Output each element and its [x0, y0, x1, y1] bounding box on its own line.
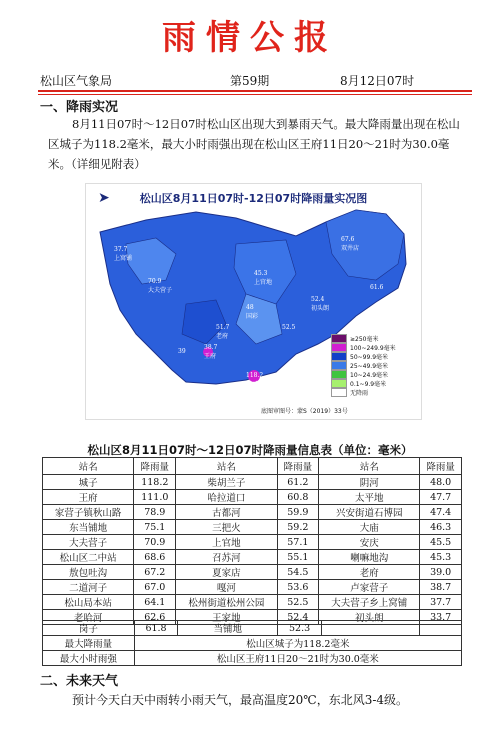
bulletin-meta	[40, 72, 470, 90]
map-label: 52.4 初头朗	[311, 296, 330, 312]
bulletin-title: 雨情公报	[162, 18, 338, 58]
rainfall-summary: 8月11日07时～12日07时松山区出现大到暴雨天气。最大降雨量出现在松山区城子为118.2毫米，最大小时雨强出现在松山区王府11日20～21时为30.0毫米。（详细见附表）	[48, 117, 460, 171]
table-cell: 52.4	[277, 610, 319, 625]
map-label: 39	[178, 348, 186, 355]
table-cell: 王家地	[176, 610, 277, 625]
table-header-row	[43, 458, 462, 475]
table-cell: 三把火	[176, 520, 277, 535]
map-label: 38.7 王府	[204, 344, 218, 360]
table-row	[43, 651, 462, 666]
table-cell: 61.2	[277, 475, 319, 490]
max-rain-label: 最大降雨量	[43, 636, 135, 651]
table-row	[43, 475, 462, 490]
table-cell: 78.9	[134, 505, 176, 520]
table-cell: 大庙	[319, 520, 420, 535]
table-cell: 61.8	[134, 621, 178, 636]
legend-item: 50~99.9毫米	[331, 352, 396, 361]
table-cell: 33.7	[420, 610, 462, 625]
table-cell: 111.0	[134, 490, 176, 505]
table-cell: 东当铺地	[43, 520, 134, 535]
table-cell: 37.7	[420, 595, 462, 610]
column-header: 降雨量	[277, 458, 319, 475]
table-cell: 39.0	[420, 565, 462, 580]
table-cell: 夏家店	[176, 565, 277, 580]
column-header: 站名	[43, 458, 134, 475]
summary-table	[42, 620, 462, 666]
table-cell: 48.0	[420, 475, 462, 490]
table-cell: 52.3	[278, 621, 322, 636]
table-cell	[419, 621, 461, 636]
table-cell: 52.5	[277, 595, 319, 610]
map-approval-number: 底图审图号：蒙S（2019）33号	[261, 408, 348, 415]
table-cell: 安庆	[319, 535, 420, 550]
table-cell: 阴河	[319, 475, 420, 490]
table-cell: 喇嘛地沟	[319, 550, 420, 565]
table-title: 松山区8月11日07时～12日07时降雨量信息表（单位：毫米）	[87, 443, 413, 457]
rainfall-map	[85, 183, 422, 420]
table-cell: 老府	[319, 565, 420, 580]
table-cell: 卢家营子	[319, 580, 420, 595]
legend-item: 25~49.9毫米	[331, 361, 396, 370]
table-cell	[321, 621, 419, 636]
column-header: 降雨量	[420, 458, 462, 475]
map-label: 48 国彩	[246, 304, 259, 320]
table-cell: 上官地	[176, 535, 277, 550]
forecast-text: 预计今天白天中雨转小雨天气，最高温度20℃，东北风3-4级。	[72, 693, 409, 707]
map-label: 45.3 上官地	[254, 270, 273, 286]
map-label: 37.7 上窝铺	[114, 246, 133, 262]
column-header: 站名	[319, 458, 420, 475]
table-cell: 55.1	[277, 550, 319, 565]
map-label: 70.9 大夫营子	[148, 278, 173, 294]
table-cell: 初头朗	[319, 610, 420, 625]
section-heading-forecast: 二、未来天气	[40, 674, 119, 689]
table-cell: 57.1	[277, 535, 319, 550]
table-cell: 家营子镇秋山路	[43, 505, 134, 520]
table-cell: 118.2	[134, 475, 176, 490]
table-cell: 嘎河	[176, 580, 277, 595]
header-divider	[38, 90, 472, 92]
map-label: 52.5	[282, 324, 296, 331]
legend-item: 100~249.9毫米	[331, 343, 396, 352]
section-heading-rainfall: 一、降雨实况	[40, 100, 119, 115]
legend-item: 10~24.9毫米	[331, 370, 396, 379]
table-cell: 兴安街道石博园	[319, 505, 420, 520]
map-legend	[331, 334, 396, 397]
table-row	[43, 595, 462, 610]
table-cell: 太平地	[319, 490, 420, 505]
table-cell: 哈拉道口	[176, 490, 277, 505]
legend-item: 无降雨	[331, 388, 396, 397]
table-cell: 62.6	[134, 610, 176, 625]
table-cell: 松州街道松州公园	[176, 595, 277, 610]
table-cell: 60.8	[277, 490, 319, 505]
table-cell: 59.2	[277, 520, 319, 535]
table-cell: 46.3	[420, 520, 462, 535]
table-row	[43, 535, 462, 550]
table-cell: 大夫营子	[43, 535, 134, 550]
table-row	[43, 580, 462, 595]
max-hour-label: 最大小时雨强	[43, 651, 135, 666]
table-cell: 城子	[43, 475, 134, 490]
map-label: 51.7 老府	[216, 324, 230, 340]
map-label: 61.6	[370, 284, 384, 291]
table-row	[43, 565, 462, 580]
max-rain-value: 松山区城子为118.2毫米	[134, 636, 461, 651]
table-cell: 54.5	[277, 565, 319, 580]
column-header: 降雨量	[134, 458, 176, 475]
map-title: 松山区8月11日07时-12日07时降雨量实况图	[139, 192, 368, 205]
table-cell: 岗子	[43, 621, 135, 636]
table-cell: 64.1	[134, 595, 176, 610]
table-row	[43, 636, 462, 651]
table-cell: 45.3	[420, 550, 462, 565]
table-cell: 53.6	[277, 580, 319, 595]
table-cell: 70.9	[134, 535, 176, 550]
legend-item: 0.1~9.9毫米	[331, 379, 396, 388]
table-row	[43, 621, 462, 636]
table-cell: 45.5	[420, 535, 462, 550]
table-cell: 古都河	[176, 505, 277, 520]
column-header: 站名	[176, 458, 277, 475]
compass-icon: ➤	[98, 190, 110, 206]
table-cell: 59.9	[277, 505, 319, 520]
table-cell: 王府	[43, 490, 134, 505]
map-label: 118.2 城子	[246, 372, 264, 388]
rainfall-table	[42, 457, 462, 625]
issue-number: 第59期	[230, 74, 270, 88]
table-cell: 大夫营子乡上窝铺	[319, 595, 420, 610]
table-cell: 松山局本站	[43, 595, 134, 610]
table-cell: 敖包吐沟	[43, 565, 134, 580]
agency-name: 松山区气象局	[40, 74, 113, 88]
legend-item: ≥250毫米	[331, 334, 396, 343]
table-cell: 当铺地	[178, 621, 278, 636]
table-cell: 松山区二中站	[43, 550, 134, 565]
table-cell: 召苏河	[176, 550, 277, 565]
table-cell: 47.4	[420, 505, 462, 520]
map-label: 67.6 双井店	[341, 236, 360, 252]
table-row	[43, 520, 462, 535]
table-cell: 67.0	[134, 580, 176, 595]
table-cell: 二道河子	[43, 580, 134, 595]
table-cell: 75.1	[134, 520, 176, 535]
table-cell: 老哈河	[43, 610, 134, 625]
header-divider-thin	[38, 94, 472, 95]
table-row	[43, 505, 462, 520]
table-cell: 柴胡兰子	[176, 475, 277, 490]
table-row	[43, 490, 462, 505]
table-cell: 38.7	[420, 580, 462, 595]
table-cell: 68.6	[134, 550, 176, 565]
issue-date: 8月12日07时	[340, 74, 415, 88]
table-row	[43, 550, 462, 565]
max-hour-value: 松山区王府11日20～21时为30.0毫米	[134, 651, 461, 666]
table-cell: 67.2	[134, 565, 176, 580]
table-cell: 47.7	[420, 490, 462, 505]
